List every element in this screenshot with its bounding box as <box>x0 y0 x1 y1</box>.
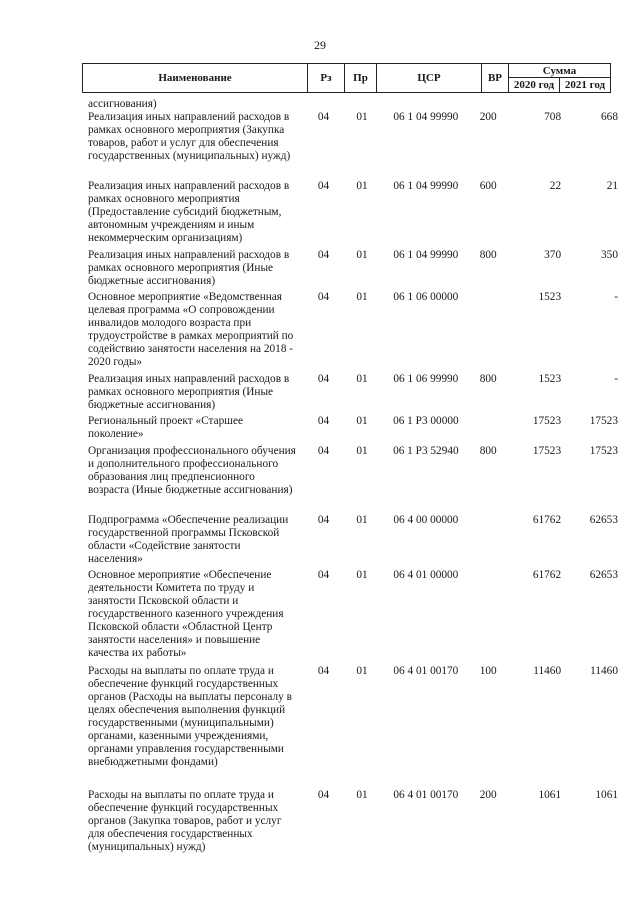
header-vr: ВР <box>482 64 509 93</box>
row-vr <box>473 514 503 569</box>
row-rz: 04 <box>317 665 330 677</box>
row-pr: 01 <box>356 373 368 385</box>
row-name: Расходы на выплаты по оплате труда и обеспечение функций государственных органов (Расходы на выплаты персоналу в целях обеспечения выполнения функций государственными (муниципальными) органами, казенными учреждениями, органами управления государственными внебюджетными фондами) <box>88 665 292 768</box>
header-rz: Рз <box>308 64 345 93</box>
row-name: Реализация иных направлений расходов в рамках основного мероприятия (Предоставление субсидий бюджетным, автономным учреждениям и иным некоммерческим организациям) <box>88 180 290 244</box>
row-rz: 04 <box>317 445 330 457</box>
row-sum-2020: 11460 <box>533 665 562 677</box>
row-sum-2021: 17523 <box>589 415 618 427</box>
row-pr: 01 <box>356 249 368 261</box>
row-csr: 06 4 01 00170 <box>393 789 459 801</box>
row-name: Региональный проект «Старшее поколение» <box>88 415 244 440</box>
row-vr: 800 <box>479 445 497 457</box>
table-body <box>88 98 618 858</box>
table-header <box>82 63 611 93</box>
row-rz: 04 <box>317 291 330 303</box>
row-csr: 06 4 01 00000 <box>393 569 459 581</box>
header-2020: 2020 год <box>509 78 560 93</box>
row-vr: 800 <box>479 249 497 261</box>
header-sum: Сумма <box>509 64 611 78</box>
table-row <box>88 789 618 858</box>
row-name: ассигнования) <box>88 98 157 110</box>
table-row <box>88 445 618 514</box>
row-sum-2021: 17523 <box>589 445 618 457</box>
row-sum-2020: 61762 <box>532 514 562 526</box>
row-pr: 01 <box>356 445 368 457</box>
row-vr: 800 <box>479 373 497 385</box>
row-vr <box>473 415 503 445</box>
row-csr: 06 4 00 00000 <box>393 514 459 526</box>
row-name: Расходы на выплаты по оплате труда и обеспечение функций государственных органов (Закупка товаров, работ и услуг для обеспечения государственных (муниципальных) нужд) <box>88 789 282 853</box>
row-csr: 06 1 P3 00000 <box>393 415 459 427</box>
row-pr: 01 <box>356 415 368 427</box>
table-row <box>88 569 618 665</box>
table-row <box>88 514 618 569</box>
row-rz: 04 <box>317 569 330 581</box>
row-sum-2020: 708 <box>544 111 562 123</box>
row-sum-2020: 61762 <box>532 569 562 581</box>
row-sum-2020: 1523 <box>538 291 562 303</box>
row-name: Реализация иных направлений расходов в рамках основного мероприятия (Закупка товаров, работ и услуг для обеспечения государственных (муниципальных) нужд) <box>88 111 291 162</box>
row-pr: 01 <box>356 789 368 801</box>
table-row <box>88 665 618 789</box>
table-row <box>88 415 618 445</box>
header-csr: ЦСР <box>377 64 482 93</box>
row-sum-2020: 370 <box>544 249 562 261</box>
row-sum-2021: 62653 <box>589 569 618 581</box>
table-row <box>88 291 618 373</box>
row-rz: 04 <box>317 789 330 801</box>
row-csr: 06 1 04 99990 <box>393 180 459 192</box>
row-pr: 01 <box>356 514 368 526</box>
table-row <box>88 180 618 249</box>
row-vr: 600 <box>479 180 497 192</box>
row-vr: 200 <box>479 789 497 801</box>
row-sum-2021: - <box>614 291 618 303</box>
header-pr: Пр <box>345 64 377 93</box>
row-sum-2020: 17523 <box>532 415 562 427</box>
row-rz: 04 <box>317 111 330 123</box>
row-sum-2021: 668 <box>601 111 618 123</box>
header-2021: 2021 год <box>560 78 611 93</box>
row-sum-2020: 1061 <box>538 789 562 801</box>
row-pr: 01 <box>356 180 368 192</box>
row-sum-2020: 1523 <box>538 373 562 385</box>
row-pr: 01 <box>356 111 368 123</box>
row-pr: 01 <box>356 291 368 303</box>
row-vr <box>473 291 503 373</box>
row-rz: 04 <box>317 415 330 427</box>
row-csr: 06 1 04 99990 <box>393 249 459 261</box>
row-sum-2021: 1061 <box>595 789 618 801</box>
row-sum-2021: 21 <box>606 180 618 192</box>
row-csr: 06 1 P3 52940 <box>393 445 459 457</box>
row-vr <box>473 569 503 665</box>
row-rz: 04 <box>317 373 330 385</box>
row-sum-2020: 22 <box>549 180 562 192</box>
page-number: 29 <box>314 38 326 52</box>
row-name: Организация профессионального обучения и дополнительного профессионального образования лиц предпенсионного возраста (Иные бюджетные ассигнования) <box>88 445 296 496</box>
row-name: Основное мероприятие «Ведомственная целевая программа «О сопровождении инвалидов молодого возраста при трудоустройстве в рамках мероприятий по содействию занятости населения на 2018 - 2020 годы» <box>88 291 294 368</box>
row-csr: 06 1 06 00000 <box>393 291 459 303</box>
row-sum-2021: - <box>614 373 618 385</box>
row-pr: 01 <box>356 569 368 581</box>
row-csr: 06 4 01 00170 <box>393 665 459 677</box>
row-vr: 100 <box>479 665 497 677</box>
row-name: Реализация иных направлений расходов в рамках основного мероприятия (Иные бюджетные ассигнования) <box>88 373 290 411</box>
table-row <box>88 111 618 180</box>
row-sum-2020: 17523 <box>532 445 562 457</box>
row-name: Подпрограмма «Обеспечение реализации государственной программы Псковской области «Содействие занятости населения» <box>88 514 289 565</box>
row-name: Основное мероприятие «Обеспечение деятельности Комитета по труду и занятости Псковской области и государственного казенного учреждения Псковской области «Областной Центр занятости населения» и повышение качества их работы» <box>88 569 284 659</box>
row-rz: 04 <box>317 249 330 261</box>
table-row <box>88 98 618 111</box>
row-csr: 06 1 04 99990 <box>393 111 459 123</box>
row-csr: 06 1 06 99990 <box>393 373 459 385</box>
row-sum-2021: 350 <box>601 249 618 261</box>
row-pr: 01 <box>356 665 368 677</box>
row-vr: 200 <box>479 111 497 123</box>
row-rz: 04 <box>317 514 330 526</box>
row-rz: 04 <box>317 180 330 192</box>
header-name: Наименование <box>83 64 308 93</box>
table-row <box>88 373 618 415</box>
row-sum-2021: 11460 <box>590 665 618 677</box>
row-name: Реализация иных направлений расходов в рамках основного мероприятия (Иные бюджетные ассигнования) <box>88 249 290 287</box>
row-sum-2021: 62653 <box>589 514 618 526</box>
table-row <box>88 249 618 291</box>
